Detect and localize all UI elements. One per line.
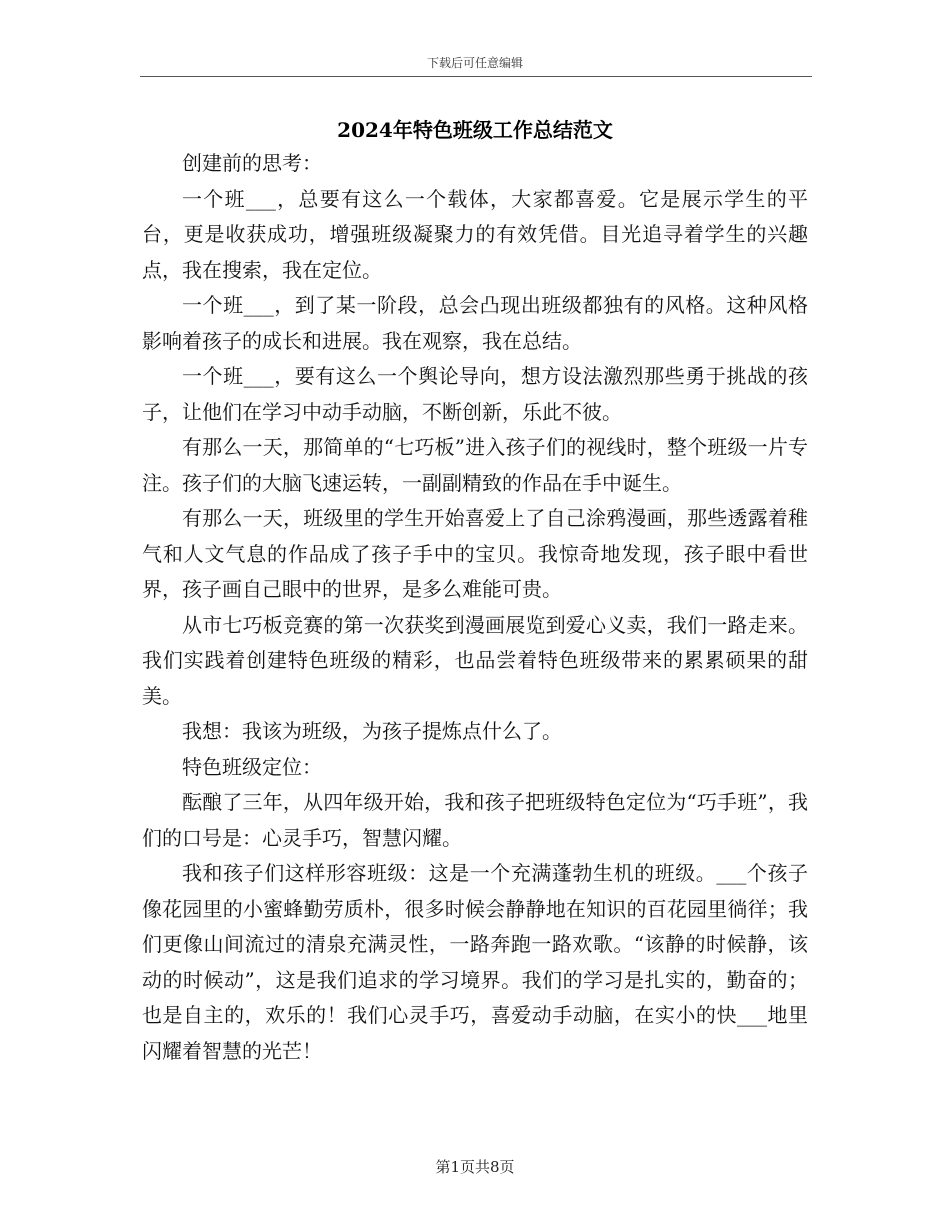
paragraph: 一个班___，到了某一阶段，总会凸现出班级都独有的风格。这种风格影响着孩子的成长和进展。我在观察，我在总结。 [142, 293, 808, 353]
paragraph: 一个班___，总要有这么一个载体，大家都喜爱。它是展示学生的平台，更是收获成功，增强班级凝聚力的有效凭借。目光追寻着学生的兴趣点，我在搜索，我在定位。 [142, 186, 808, 282]
paragraph: 我和孩子们这样形容班级：这是一个充满蓬勃生机的班级。___个孩子像花园里的小蜜蜂勤劳质朴，很多时候会静静地在知识的百花园里徜徉；我们更像山间流过的清泉充满灵性，一路奔跑一路欢歌。“该静的时候静，该动的时候动”，这是我们追求的学习境界。我们的学习是扎实的，勤奋的；也是自主的，欢乐的！我们心灵手巧，喜爱动手动脑，在实小的快___地里闪耀着智慧的光芒！ [142, 861, 808, 1063]
document-title: 2024年特色班级工作总结范文 [337, 118, 613, 142]
page-number-footer: 第1页共8页 [435, 1158, 515, 1176]
paragraph: 特色班级定位： [182, 754, 322, 779]
paragraph: 一个班___，要有这么一个舆论导向，想方设法激烈那些勇于挑战的孩子，让他们在学习中动手动脑，不断创新，乐此不彼。 [142, 364, 808, 424]
document-body [142, 146, 808, 1069]
paragraph: 酝酿了三年，从四年级开始，我和孩子把班级特色定位为“巧手班”，我们的口号是：心灵手巧，智慧闪耀。 [142, 790, 808, 850]
header-note: 下载后可任意编辑 [426, 56, 523, 70]
paragraph: 有那么一天，那简单的“七巧板”进入孩子们的视线时，整个班级一片专注。孩子们的大脑飞速运转，一副副精致的作品在手中诞生。 [142, 435, 808, 495]
paragraph: 从市七巧板竞赛的第一次获奖到漫画展览到爱心义卖，我们一路走来。我们实践着创建特色班级的精彩，也品尝着特色班级带来的累累硕果的甜美。 [142, 612, 808, 708]
paragraph: 我想：我该为班级，为孩子提炼点什么了。 [182, 719, 562, 743]
paragraph: 创建前的思考： [182, 151, 322, 175]
paragraph: 有那么一天，班级里的学生开始喜爱上了自己涂鸦漫画，那些透露着稚气和人文气息的作品成了孩子手中的宝贝。我惊奇地发现，孩子眼中看世界，孩子画自己眼中的世界，是多么难能可贵。 [142, 506, 808, 601]
header-divider [140, 76, 812, 77]
